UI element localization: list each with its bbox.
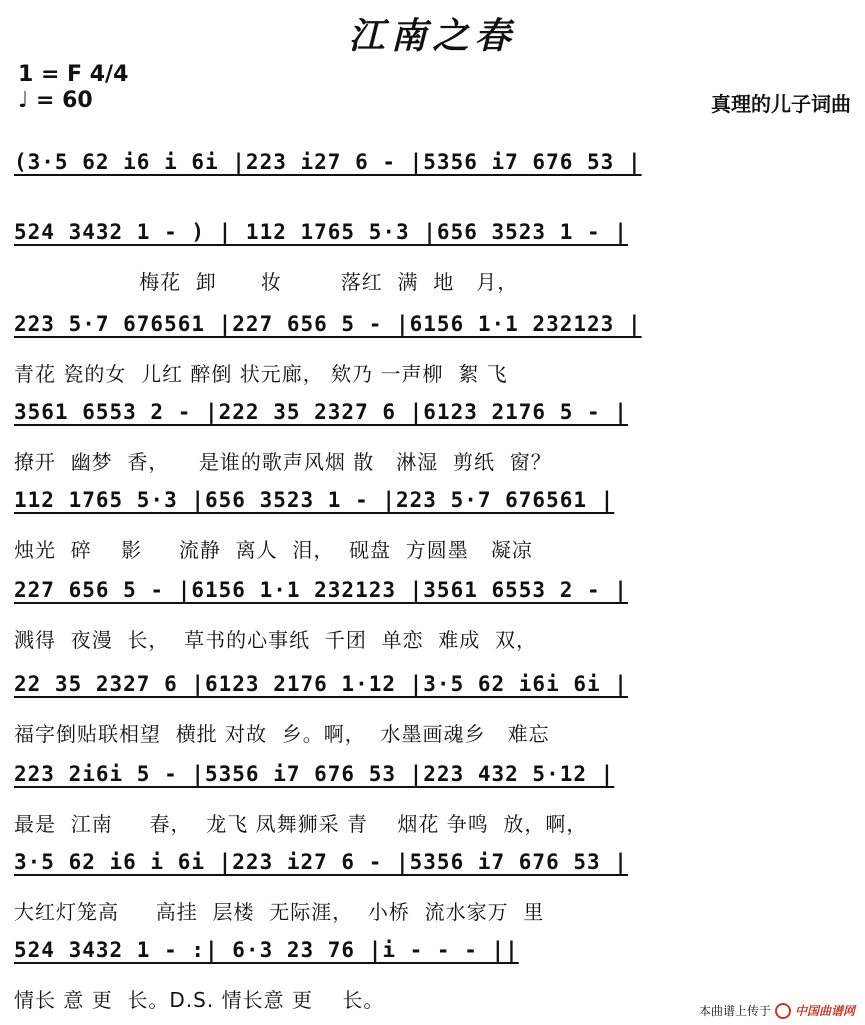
lyrics-line: 福字倒贴联相望 横批 对故 乡。啊， 水墨画魂乡 难忘 [14, 722, 550, 746]
notation-line: 223 2i6i 5 - |5356 i7 676 53 |223 432 5·12 | [14, 762, 615, 786]
lyrics-line: 梅花 卸 妆 落红 满 地 月， [14, 270, 519, 294]
page-title: 江南之春 [348, 15, 517, 57]
notation-line: 112 1765 5·3 |656 3523 1 - |223 5·7 676561 | [14, 488, 615, 512]
notation-line: 22 35 2327 6 |6123 2176 1·12 |3·5 62 i6i 6i | [14, 672, 628, 696]
site-logo-icon [775, 1003, 791, 1019]
lyrics-line: 大红灯笼高 高挂 层楼 无际涯， 小桥 流水家万 里 [14, 900, 545, 924]
site-brand[interactable]: 中国曲谱网 [794, 1003, 855, 1018]
notation-line: 524 3432 1 - ) | 112 1765 5·3 |656 3523 1 - | [14, 220, 628, 244]
composer-credit: 真理的儿子词曲 [711, 92, 851, 116]
notation-line: 223 5·7 676561 |227 656 5 - |6156 1·1 232123 | [14, 312, 642, 336]
lyrics-line: 最是 江南 春， 龙飞 凤舞狮采 青 烟花 争鸣 放，啊， [14, 812, 588, 836]
notation-line: 227 656 5 - |6156 1·1 232123 |3561 6553 2 - | [14, 578, 628, 602]
notation-line: 524 3432 1 - :| 6·3 23 76 |i - - - || [14, 938, 519, 962]
upload-note: 本曲谱上传于 [698, 1003, 771, 1018]
notation-line: 3·5 62 i6 i 6i |223 i27 6 - |5356 i7 676 53 | [14, 850, 628, 874]
lyrics-line: 烛光 碎 影 流静 离人 泪， 砚盘 方圆墨 凝凉 [14, 538, 533, 562]
notation-line: 3561 6553 2 - |222 35 2327 6 |6123 2176 5 - | [14, 400, 628, 424]
tempo-marking: ♩ = 60 [18, 88, 93, 113]
lyrics-line: 溅得 夜漫 长， 草书的心事纸 千团 单恋 难成 双， [14, 628, 538, 652]
notation-line: (3·5 62 i6 i 6i |223 i27 6 - |5356 i7 676 53 | [14, 150, 642, 174]
key-signature: 1 = F 4/4 [18, 62, 129, 87]
lyrics-line: 情长 意 更 长。D.S. 情长意 更 长。 [14, 988, 385, 1012]
upload-footer [699, 1002, 855, 1020]
lyrics-line: 青花 瓷的女 儿红 醉倒 状元廊， 欸乃 一声柳 絮 飞 [14, 362, 508, 386]
lyrics-line: 撩开 幽梦 香， 是谁的歌声风烟 散 淋湿 剪纸 窗？ [14, 450, 552, 474]
